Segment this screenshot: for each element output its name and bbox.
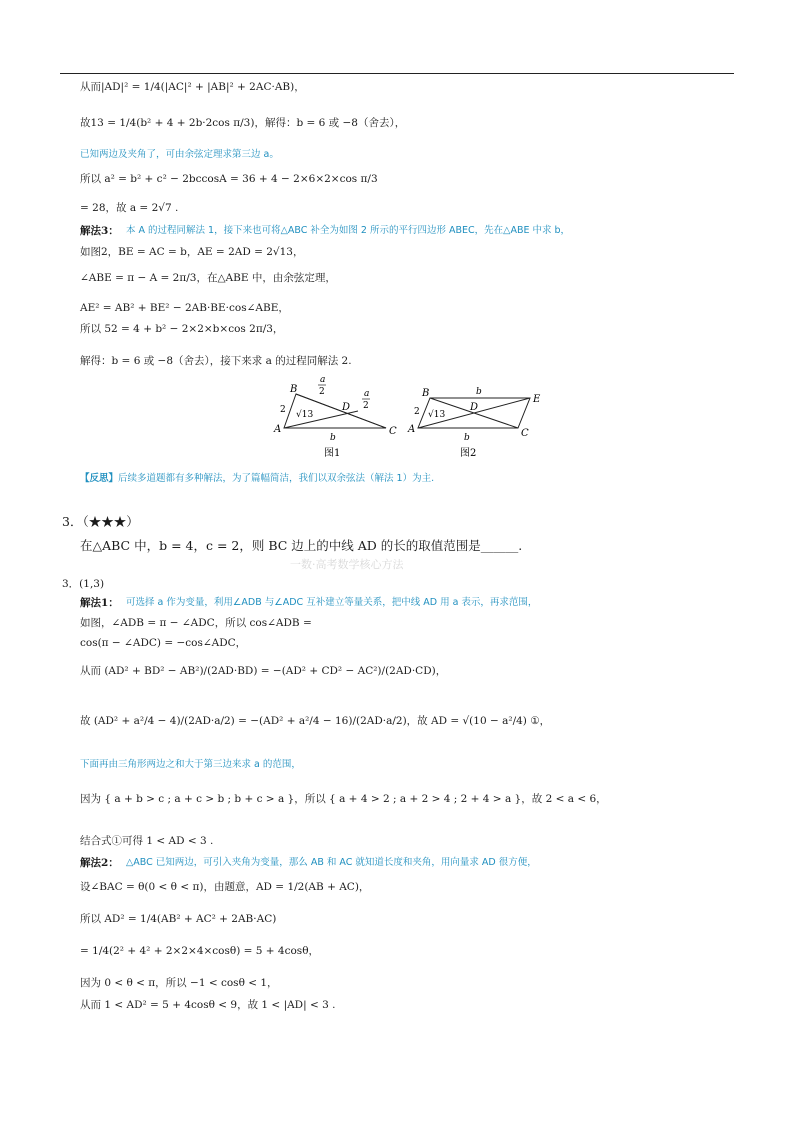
answer-10: △ABC 已知两边，可引入夹角为变量，那么 AB 和 AC 就知道长度和夹角，用向量求 AD 很方便， (126, 857, 537, 868)
fig1-label-c: C (389, 426, 397, 437)
answer-7: 下面再由三角形两边之和大于第三边来求 a 的范围， (80, 759, 301, 770)
line-1: 从而|AD|² = 1/4(|AC|² + |AB|² + 2AC·AB)， (80, 81, 305, 93)
fig2-top: b (476, 387, 482, 397)
answer-14: 因为 0 < θ < π，所以 −1 < cosθ < 1， (80, 977, 278, 989)
fig1-top-num: a (320, 375, 326, 385)
fig1-side-ab: 2 (280, 405, 286, 415)
reflection-text: 后续多道题都有多种解法，为了篇幅简洁，我们以双余弦法（解法 1）为主. (118, 473, 435, 484)
header-rule (60, 73, 734, 74)
line-10: 所以 52 = 4 + b² − 2×2×b×cos 2π/3， (80, 323, 284, 335)
fig1-right-num: a (364, 389, 370, 399)
answer-3: 如图，∠ADB = π − ∠ADC，所以 cos∠ADB = (80, 617, 312, 629)
fig2-label-a: A (408, 424, 416, 435)
answer-11: 设∠BAC = θ(0 < θ < π)，由题意，AD = 1/2(AB + AC)， (80, 881, 370, 893)
fig1-caption: 图1 (324, 448, 341, 459)
fig1-right-den: 2 (363, 401, 369, 411)
line-2: 故13 = 1/4(b² + 4 + 2b·2cos π/3)，解得：b = 6 或 −8（舍去）， (80, 117, 406, 129)
problem-number: 3．（★★★） (62, 514, 139, 529)
triangle-figures (268, 374, 558, 466)
fig1-label-d: D (342, 402, 351, 413)
line-9: AE² = AB² + BE² − 2AB·BE·cos∠ABE， (80, 302, 289, 314)
figure-1 (273, 375, 397, 459)
fig1-label-b: B (290, 384, 298, 395)
line-7: 如图2，BE = AC = b，AE = 2AD = 2√13， (80, 246, 304, 258)
line-6: 本 A 的过程同解法 1，接下来也可将△ABC 补全为如图 2 所示的平行四边形 ABEC，先在△ABE 中求 b， (126, 225, 571, 236)
answer-2: 可选择 a 作为变量，利用∠ADB 与∠ADC 互补建立等量关系，把中线 AD 用 a 表示，再求范围， (126, 597, 538, 608)
watermark: 一数·高考数学核心方法 (290, 558, 404, 571)
fig2-side-ad: √13 (428, 410, 446, 420)
reflection (80, 472, 434, 486)
solution-1-label: 解法1： (80, 597, 119, 609)
fig1-label-a: A (274, 424, 282, 435)
answer-6: 故 (AD² + a²/4 − 4)/(2AD·a/2) = −(AD² + a²/4 − 16)/(2AD·a/2)，故 AD = √(10 − a²/4) ①， (80, 715, 551, 727)
fig2-label-e: E (533, 394, 541, 405)
solution-3-label: 解法3： (80, 225, 119, 237)
line-3: 已知两边及夹角了，可由余弦定理求第三边 a。 (80, 149, 279, 160)
answer-15: 从而 1 < AD² = 5 + 4cosθ < 9，故 1 < |AD| < 3 . (80, 999, 336, 1011)
fig2-side-ab: 2 (414, 407, 420, 417)
fig2-label-b: B (422, 388, 430, 399)
figure-2 (407, 387, 541, 459)
answer-1: 3．(1,3) (62, 578, 105, 590)
fig1-side-ad: √13 (296, 410, 314, 420)
fig1-bottom: b (330, 433, 336, 443)
answer-13: = 1/4(2² + 4² + 2×2×4×cosθ) = 5 + 4cosθ， (80, 945, 320, 957)
answer-4: cos(π − ∠ADC) = −cos∠ADC， (80, 637, 247, 649)
line-4: 所以 a² = b² + c² − 2bccosA = 36 + 4 − 2×6×2×cos π/3 (80, 173, 378, 185)
answer-5: 从而 (AD² + BD² − AB²)/(2AD·BD) = −(AD² + CD² − AC²)/(2AD·CD)， (80, 665, 447, 677)
problem-text: 在△ABC 中，b = 4，c = 2，则 BC 边上的中线 AD 的长的取值范围是______. (80, 538, 523, 553)
line-5: = 28，故 a = 2√7 . (80, 202, 179, 214)
fig1-top-den: 2 (319, 387, 325, 397)
line-8: ∠ABE = π − A = 2π/3，在△ABE 中，由余弦定理， (80, 272, 336, 284)
solution-2-label: 解法2： (80, 857, 119, 869)
answer-8: 因为 { a + b > c ; a + c > b ; b + c > a }，所以 { a + 4 > 2 ; a + 2 > 4 ; 2 + 4 > a }，故 2 < a < 6， (80, 793, 607, 805)
fig2-caption: 图2 (460, 448, 477, 459)
fig2-label-d: D (470, 402, 479, 413)
reflection-label: 【反思】 (80, 473, 119, 484)
answer-12: 所以 AD² = 1/4(AB² + AC² + 2AB·AC) (80, 913, 277, 925)
answer-9: 结合式①可得 1 < AD < 3 . (80, 835, 214, 847)
line-11: 解得：b = 6 或 −8（舍去），接下来求 a 的过程同解法 2. (80, 355, 352, 367)
fig2-bottom: b (464, 433, 470, 443)
fig2-label-c: C (521, 428, 529, 439)
